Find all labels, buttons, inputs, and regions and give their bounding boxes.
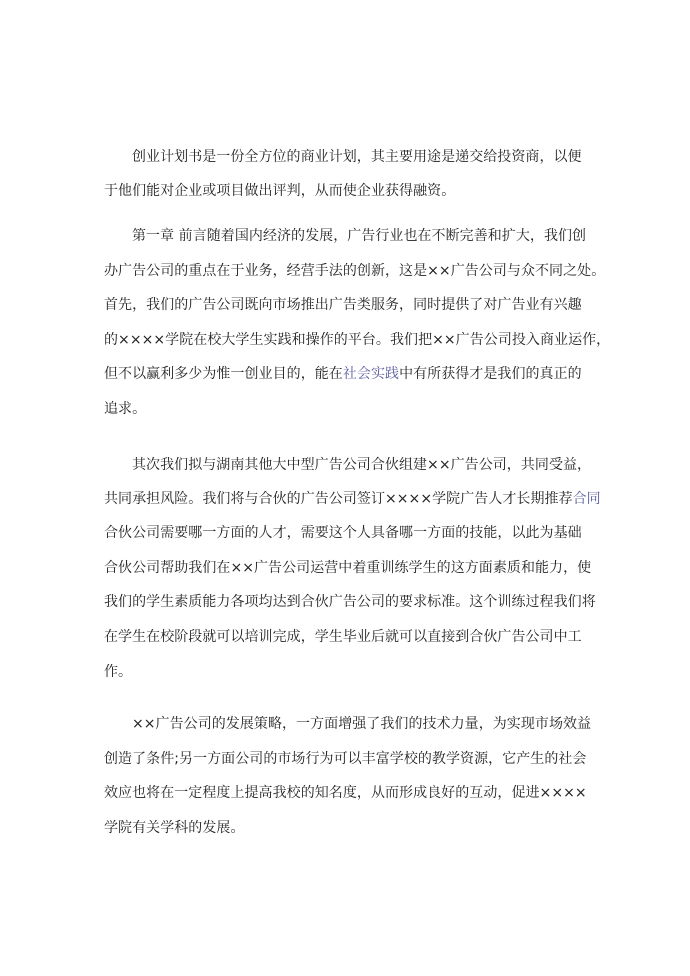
paragraph-1-line-1: 创业计划书是一份全方位的商业计划，其主要用途是递交给投资商，以便 (132, 149, 582, 165)
paragraph-3-line-7: 作。 (104, 664, 133, 680)
line-text-before-link: 共同承担风险。我们将与合伙的广告公司签订××××学院广告人才长期推荐 (104, 491, 573, 507)
paragraph-3-line-1: 其次我们拟与湖南其他大中型广告公司合伙组建××广告公司，共同受益， (132, 457, 592, 473)
paragraph-4-line-4: 学院有关学科的发展。 (104, 820, 245, 836)
paragraph-2-line-5 (104, 363, 582, 385)
paragraph-2-line-1: 第一章 前言随着国内经济的发展，广告行业也在不断完善和扩大，我们创 (132, 228, 587, 244)
contract-link[interactable]: 合同 (572, 491, 601, 507)
line-text-after-link: 中有所获得才是我们的真正的 (399, 366, 582, 382)
line-text-before-link: 但不以赢利多少为惟一创业目的，能在 (104, 366, 343, 382)
paragraph-4-line-1: ××广告公司的发展策略，一方面增强了我们的技术力量，为实现市场效益 (132, 716, 592, 732)
paragraph-3-line-6: 在学生在校阶段就可以培训完成，学生毕业后就可以直接到合伙广告公司中工 (104, 629, 582, 645)
social-practice-link[interactable]: 社会实践 (342, 366, 400, 382)
paragraph-1-line-2: 于他们能对企业或项目做出评判，从而使企业获得融资。 (104, 183, 456, 199)
paragraph-3-line-2 (104, 488, 601, 510)
paragraph-4-line-3: 效应也将在一定程度上提高我校的知名度，从而形成良好的互动，促进×××× (104, 785, 587, 801)
paragraph-2-line-2: 办广告公司的重点在于业务，经营手法的创新，这是××广告公司与众不同之处。 (104, 263, 606, 279)
paragraph-3-line-5: 我们的学生素质能力各项均达到合伙广告公司的要求标准。这个训练过程我们将 (104, 594, 596, 610)
paragraph-4-line-2: 创造了条件;另一方面公司的市场行为可以丰富学校的教学资源，它产生的社会 (104, 751, 587, 767)
paragraph-3-line-3: 合伙公司需要哪一方面的人才，需要这个人具备哪一方面的技能，以此为基础 (104, 525, 582, 541)
paragraph-3-line-4: 合伙公司帮助我们在××广告公司运营中着重训练学生的这方面素质和能力，使 (104, 560, 592, 576)
paragraph-2-line-3: 首先，我们的广告公司既向市场推出广告类服务，同时提供了对广告业有兴趣 (104, 297, 582, 313)
paragraph-2-line-6: 追求。 (104, 401, 147, 417)
paragraph-2-line-4: 的××××学院在校大学生实践和操作的平台。我们把××广告公司投入商业运作， (104, 332, 611, 348)
